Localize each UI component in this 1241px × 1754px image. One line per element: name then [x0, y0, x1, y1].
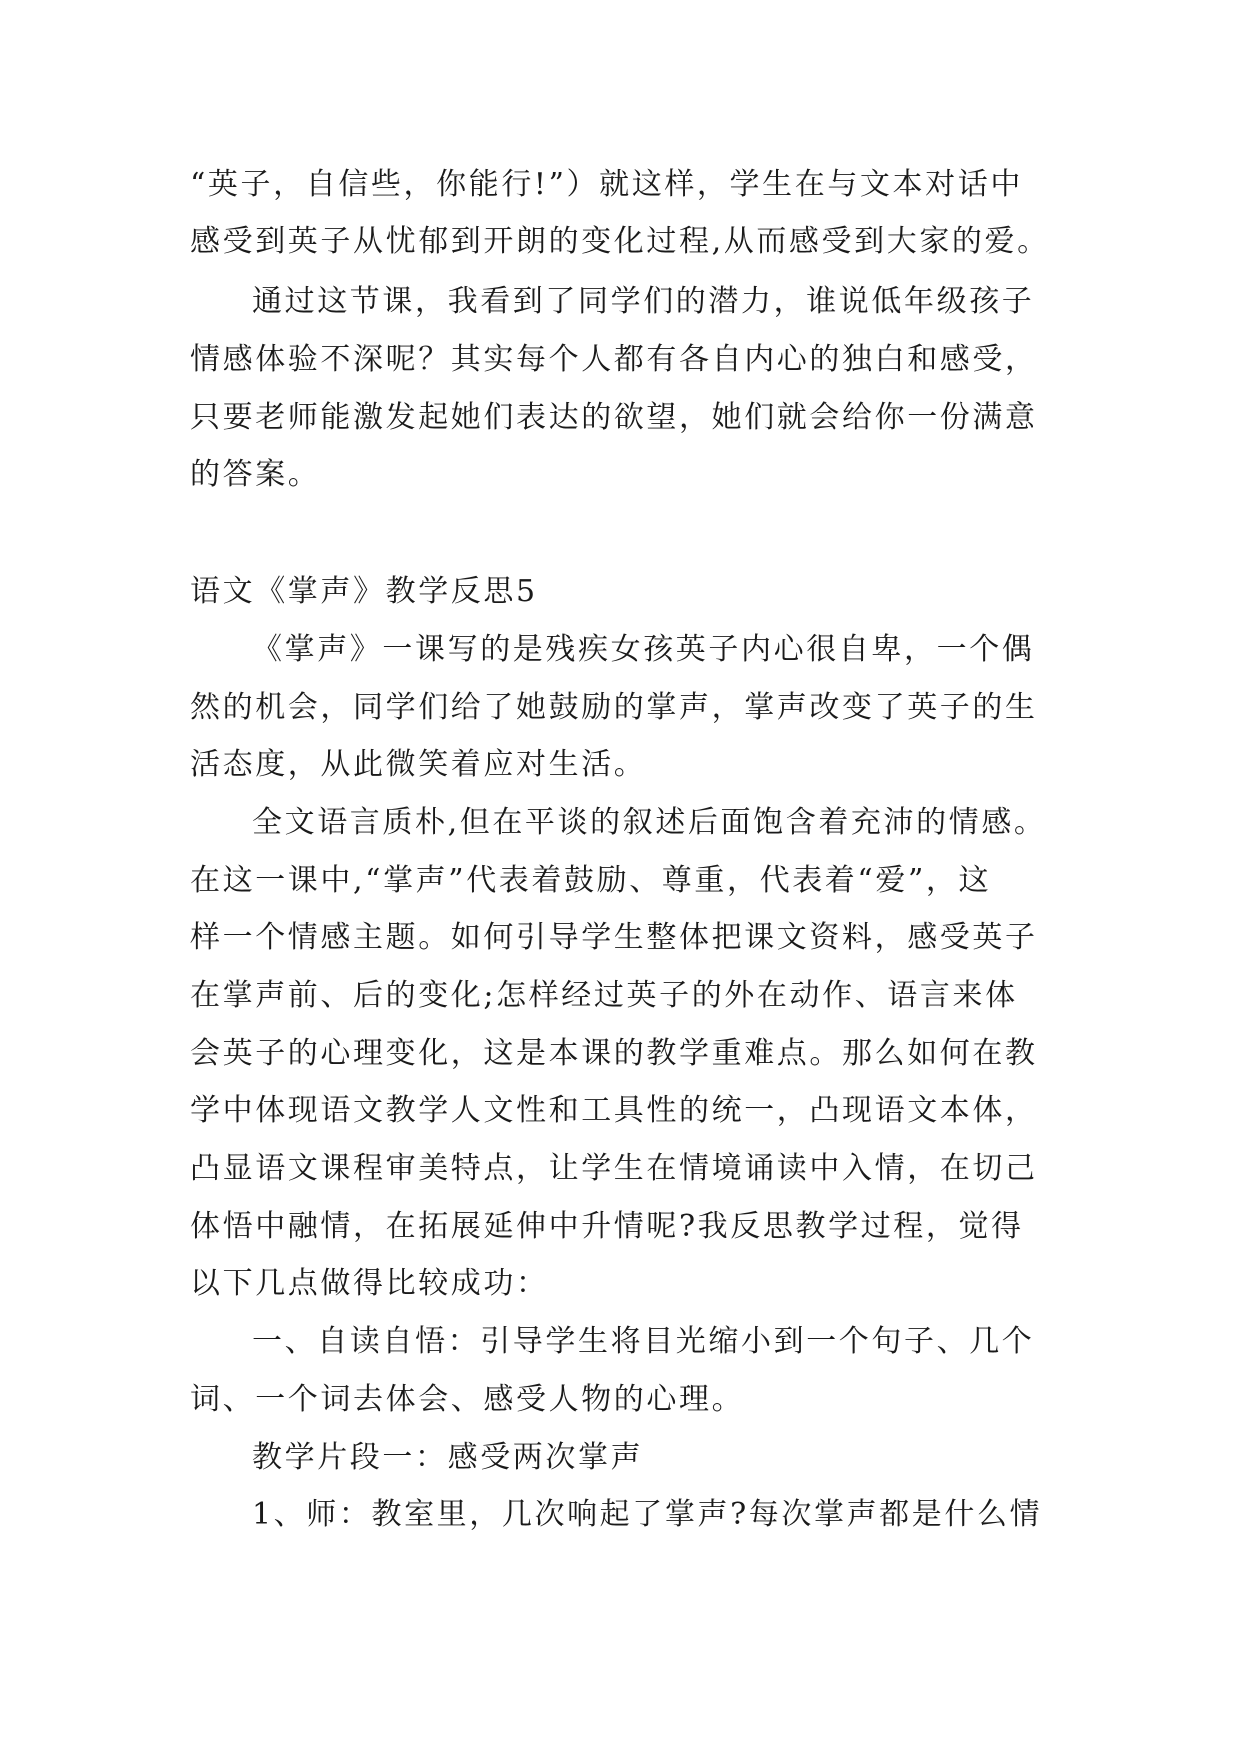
paragraph-line: 的答案。 [190, 457, 321, 492]
section-heading: 语文《掌声》教学反思5 [190, 574, 538, 609]
paragraph-line: 然的机会，同学们给了她鼓励的掌声，掌声改变了英子的生 [190, 690, 1038, 725]
paragraph-line: 体悟中融情，在拓展延伸中升情呢?我反思教学过程，觉得 [190, 1209, 1024, 1244]
paragraph-line: 在这一课中,“掌声”代表着鼓励、尊重，代表着“爱”，这 [190, 863, 992, 898]
paragraph-line: 教学片段一：感受两次掌声 [252, 1440, 644, 1475]
paragraph-line: 情感体验不深呢？其实每个人都有各自内心的独白和感受， [190, 342, 1038, 377]
paragraph-line: “英子，自信些，你能行!”）就这样，学生在与文本对话中 [190, 167, 1023, 202]
paragraph-line: 全文语言质朴,但在平谈的叙述后面饱含着充沛的情感。 [252, 805, 1047, 840]
paragraph-line: 样一个情感主题。如何引导学生整体把课文资料，感受英子 [190, 920, 1038, 955]
paragraph-line: 只要老师能激发起她们表达的欲望，她们就会给你一份满意 [190, 400, 1038, 435]
paragraph-line: 凸显语文课程审美特点，让学生在情境诵读中入情，在切己 [190, 1151, 1038, 1186]
paragraph-line: 一、自读自悟：引导学生将目光缩小到一个句子、几个 [252, 1324, 1035, 1359]
paragraph-line: 以下几点做得比较成功： [190, 1266, 549, 1301]
paragraph-line: 通过这节课，我看到了同学们的潜力，谁说低年级孩子 [252, 284, 1035, 319]
paragraph-line: 会英子的心理变化，这是本课的教学重难点。那么如何在教 [190, 1036, 1038, 1071]
paragraph-line: 感受到英子从忧郁到开朗的变化过程,从而感受到大家的爱。 [190, 224, 1050, 259]
paragraph-line: 1、师：教室里，几次响起了掌声?每次掌声都是什么情 [252, 1497, 1043, 1532]
paragraph-line: 活态度，从此微笑着应对生活。 [190, 747, 647, 782]
paragraph-line: 《掌声》一课写的是残疾女孩英子内心很自卑，一个偶 [252, 632, 1035, 667]
paragraph-line: 在掌声前、后的变化;怎样经过英子的外在动作、语言来体 [190, 978, 1018, 1013]
paragraph-line: 词、一个词去体会、感受人物的心理。 [190, 1382, 745, 1417]
paragraph-line: 学中体现语文教学人文性和工具性的统一，凸现语文本体， [190, 1093, 1038, 1128]
